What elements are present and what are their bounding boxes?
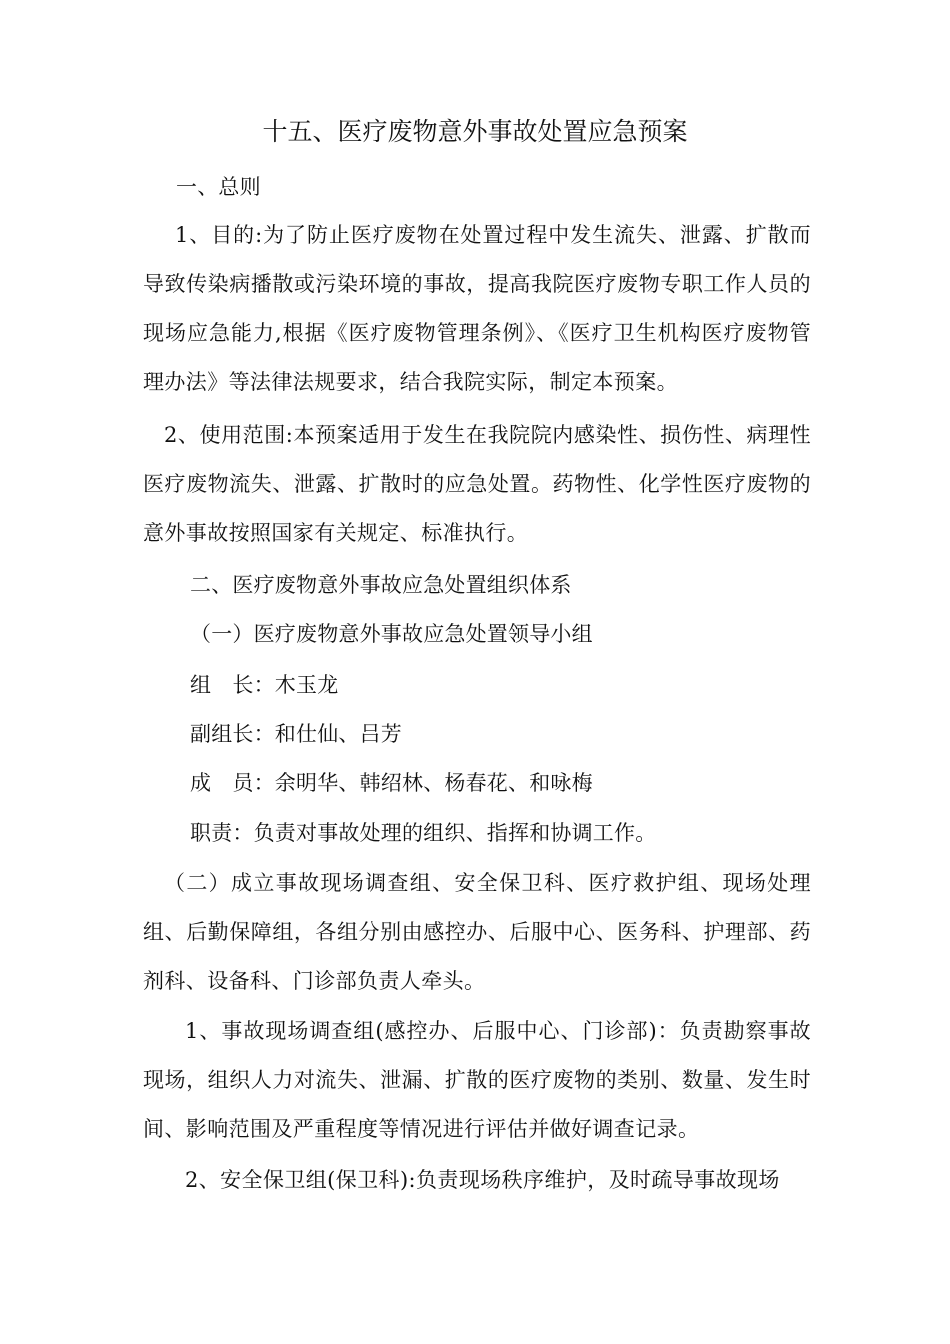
subsection-heading-leadership-group: （一）医疗废物意外事故应急处置领导小组 [190, 622, 593, 646]
deputy-leader-line: 副组长：和仕仙、吕芳 [190, 722, 402, 746]
paragraph-scope: 2、使用范围:本预案适用于发生在我院院内感染性、损伤性、病理性医疗废物流失、泄露、扩散时的应急处置。药物性、化学性医疗废物的意外事故按照国家有关规定、标准执行。 [143, 423, 811, 545]
duties-line: 职责：负责对事故处理的组织、指挥和协调工作。 [190, 821, 657, 845]
section-heading-general: 一、总则 [176, 175, 261, 199]
leader-line: 组 长：木玉龙 [190, 673, 339, 697]
paragraph-purpose: 1、目的:为了防止医疗废物在处置过程中发生流失、泄露、扩散而导致传染病播散或污染环境的事故，提高我院医疗废物专职工作人员的现场应急能力,根据《医疗废物管理条例》、《医疗卫生机构医疗废物管理办法》等法律法规要求，结合我院实际，制定本预案。 [143, 223, 811, 394]
paragraph-investigation-group: 1、事故现场调查组(感控办、后服中心、门诊部)：负责勘察事故现场，组织人力对流失、泄漏、扩散的医疗废物的类别、数量、发生时间、影响范围及严重程度等情况进行评估并做好调查记录。 [143, 1019, 811, 1141]
paragraph-working-groups: （二）成立事故现场调查组、安全保卫科、医疗救护组、现场处理组、后勤保障组，各组分别由感控办、后服中心、医务科、护理部、药剂科、设备科、门诊部负责人牵头。 [143, 871, 811, 993]
section-heading-organization: 二、医疗废物意外事故应急处置组织体系 [190, 573, 572, 597]
paragraph-security-group: 2、安全保卫组(保卫科):负责现场秩序维护，及时疏导事故现场 [185, 1168, 780, 1192]
document-title: 十五、医疗废物意外事故处置应急预案 [262, 117, 688, 146]
members-line: 成 员：余明华、韩绍林、杨春花、和咏梅 [190, 771, 593, 795]
